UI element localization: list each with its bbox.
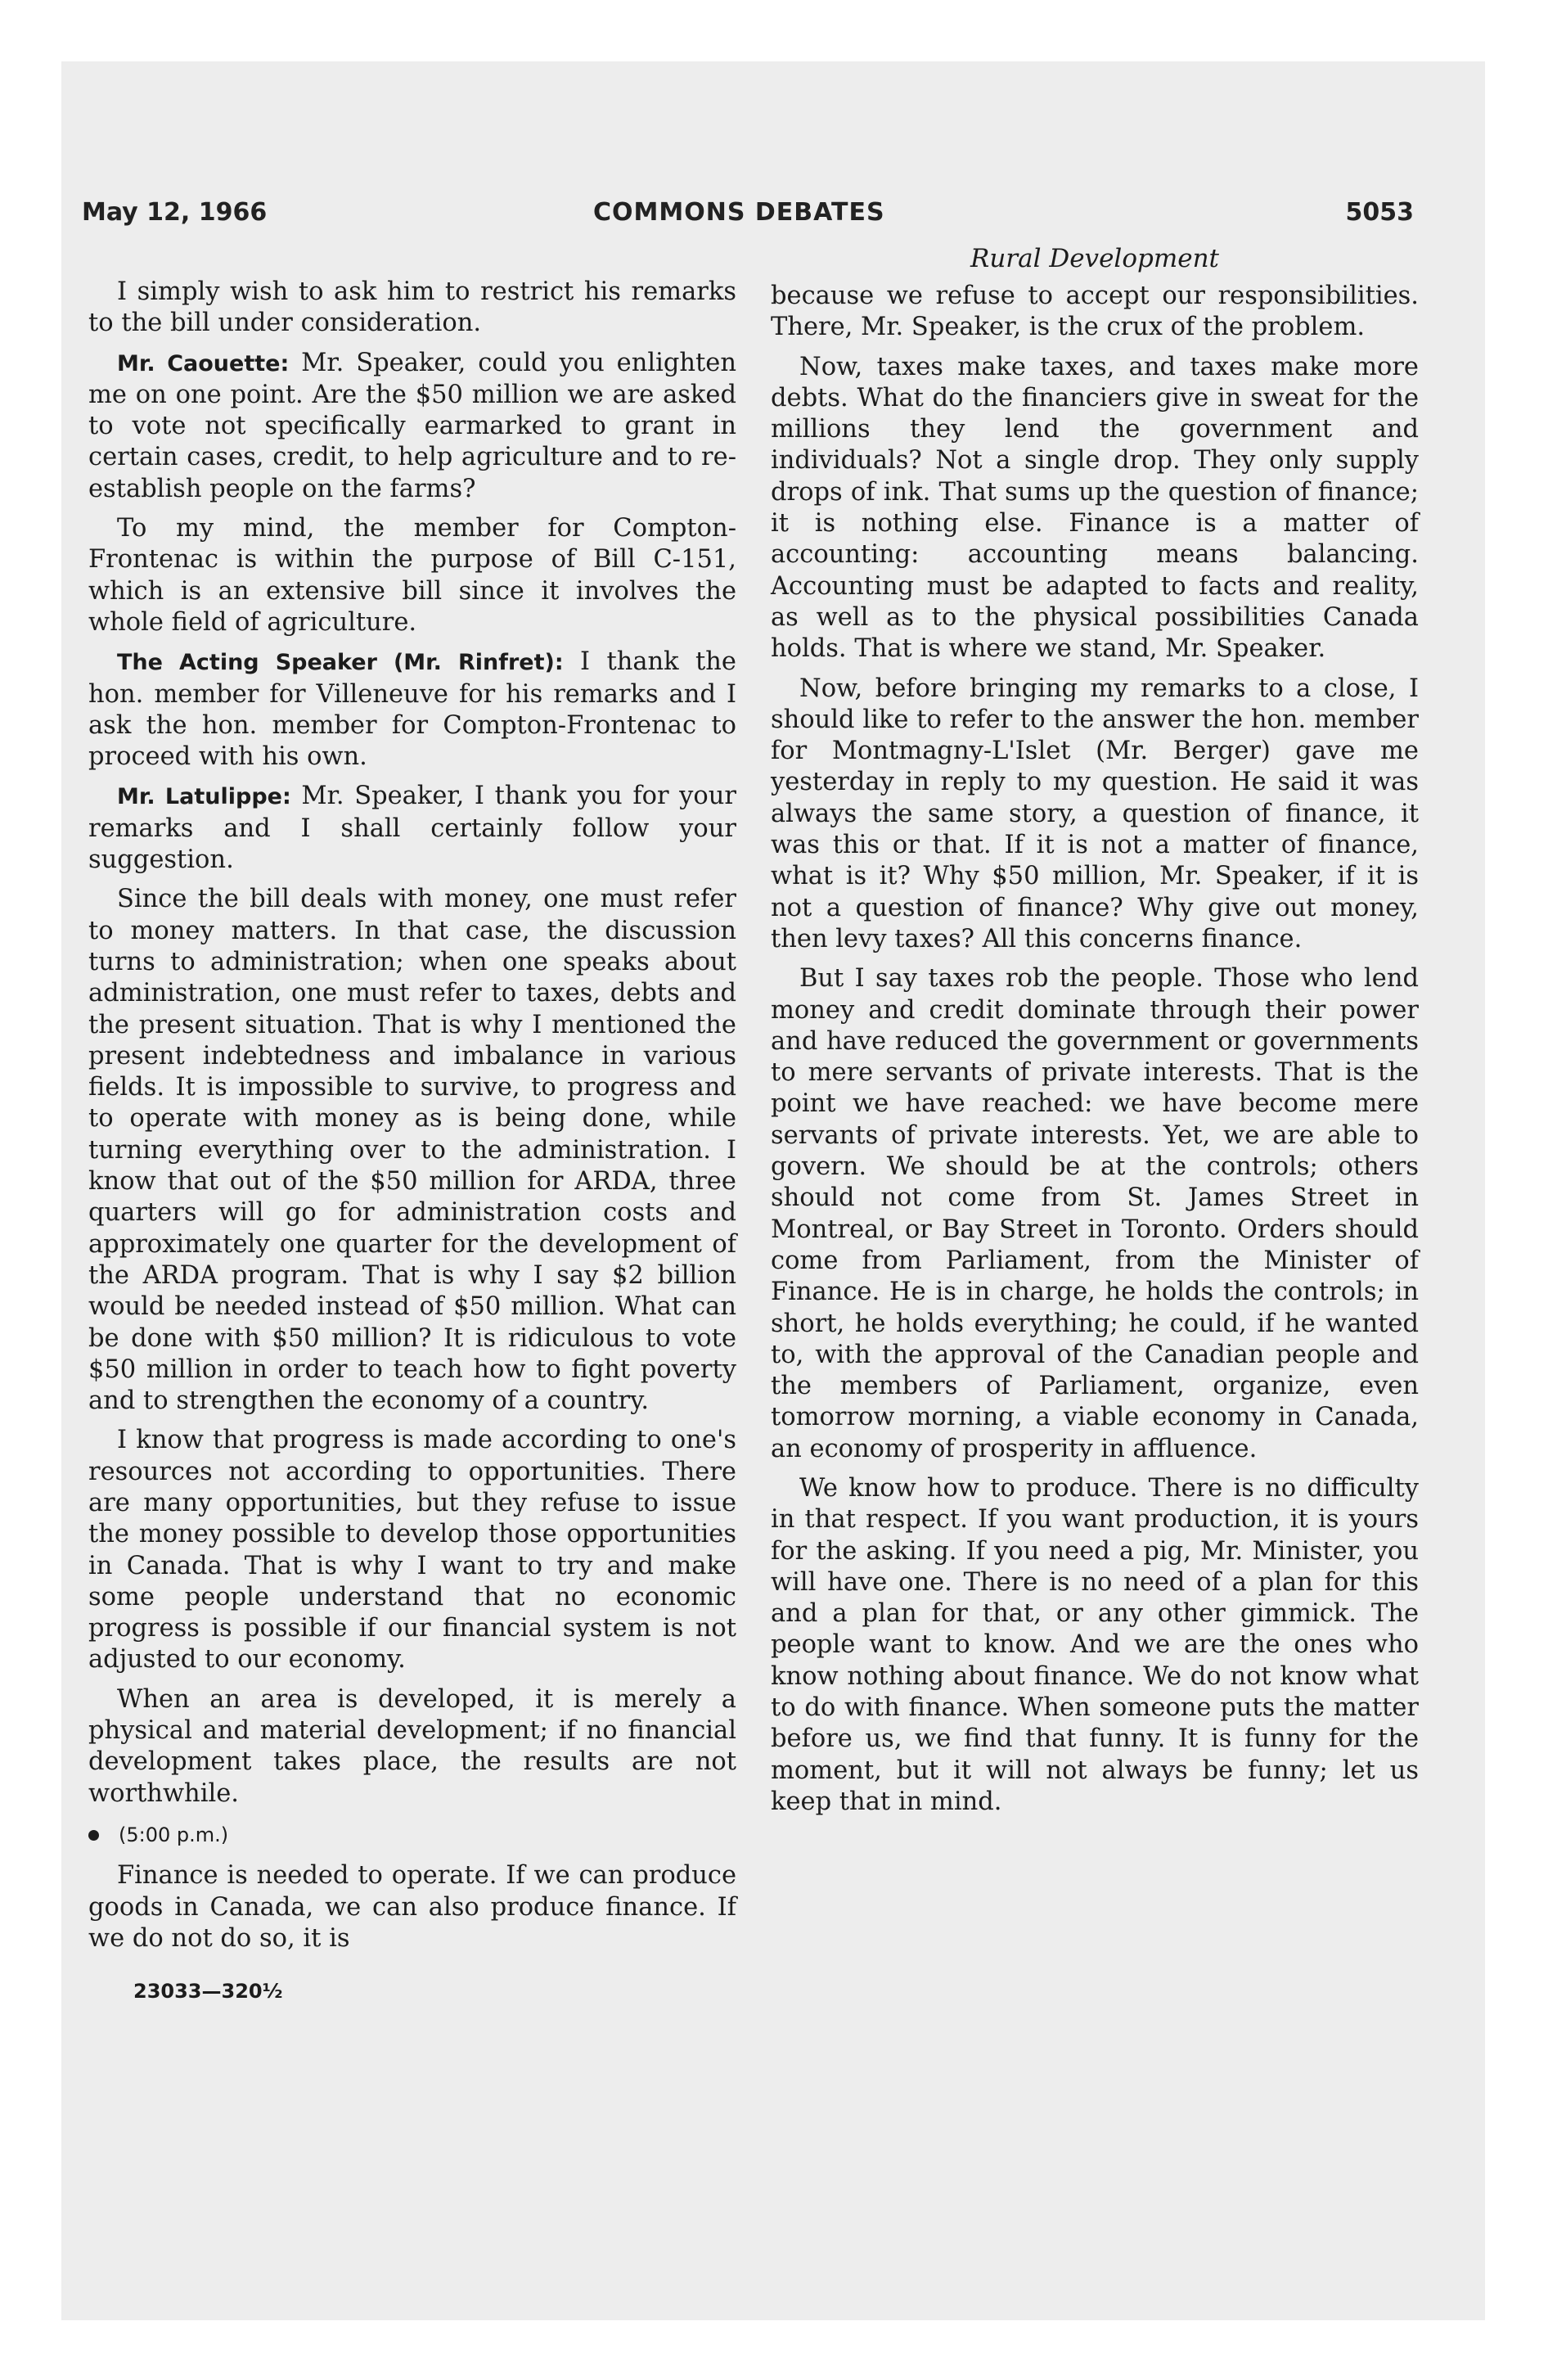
paragraph: To my mind, the member for Compton-Frontenac is within the purpose of Bill C-151, which is an extensive bill since it involves the whole field of agriculture. [88, 514, 736, 637]
speech-text: Mr. Speaker, could you enlighten me on one point. Are the $50 million we are asked to vote not specifically earmarked to grant in certain cases, credit, to help agriculture and to re-establish people on the farms? [88, 348, 737, 503]
speech-latulippe [88, 781, 736, 876]
speech-text: Mr. Speaker, I thank you for your remarks and I shall certainly follow your suggestion. [88, 782, 736, 875]
paragraph: Now, taxes make taxes, and taxes make more debts. What do the financiers give in sweat for the millions they lend the government and individuals? Not a single drop. They only supply drops of ink. That sums up the question of finance; it is nothing else. Finance is a matter of accounting: accounting means balancing. Accounting must be adapted to facts and reality, as well as to the physical possibilities Canada holds. That is where we stand, Mr. Speaker. [771, 352, 1419, 664]
right-column [771, 243, 1419, 1826]
left-column [88, 277, 736, 2015]
header-title: COMMONS DEBATES [593, 198, 885, 227]
paragraph: Now, before bringing my remarks to a close, I should like to refer to the answer the hon. member for Montmagny-L'Islet (Mr. Berger) gave me yesterday in reply to my question. He said it was always the same story, a question of finance, it was this or that. If it is not a matter of finance, what is it? Why $50 million, Mr. Speaker, if it is not a question of finance? Why give out money, then levy taxes? All this concerns finance. [771, 674, 1419, 953]
speaker-name: The Acting Speaker (Mr. Rinfret): [117, 650, 564, 676]
page-header [0, 198, 1548, 239]
speaker-name: Mr. Latulippe: [117, 784, 291, 810]
paragraph: When an area is developed, it is merely a physical and material development; if no financial development takes place, the results are not worthwhile. [88, 1684, 736, 1808]
bullet-icon [88, 1830, 99, 1841]
paragraph: I know that progress is made according to one's resources not according to opportunities. There are many opportunities, but they refuse to issue the money possible to develop those opportunities in Canada. That is why I want to try and make some people understand that no economic progress is possible if our financial system is not adjusted to our economy. [88, 1426, 736, 1675]
header-page-number: 5053 [1345, 198, 1414, 227]
footer-code: 23033—320½ [133, 1980, 283, 2004]
time-marker [88, 1819, 736, 1850]
paragraph: Since the bill deals with money, one must refer to money matters. In that case, the discussion turns to administration; when one speaks about administration, one must refer to taxes, debts and the present situation. That is why I mentioned the present indebtedness and imbalance in various fields. It is impossible to survive, to progress and to operate with money as is being done, while turning everything over to the administration. I know that out of the $50 million for ARDA, three quarters will go for administration costs and approximately one quarter for the development of the ARDA program. That is why I say $2 billion would be needed instead of $50 million. What can be done with $50 million? It is ridiculous to vote $50 million in order to teach how to fight poverty and to strengthen the economy of a country. [88, 885, 736, 1416]
paragraph: because we refuse to accept our responsibilities. There, Mr. Speaker, is the crux of the problem. [771, 282, 1419, 342]
speech-text: I thank the hon. member for Villeneuve for his remarks and I ask the hon. member for Compton-Frontenac to proceed with his own. [88, 647, 736, 772]
time-marker-text: (5:00 p.m.) [119, 1823, 229, 1846]
header-date: May 12, 1966 [82, 198, 268, 227]
section-title: Rural Development [970, 244, 1220, 273]
speech-acting-speaker [88, 647, 736, 773]
paragraph: Finance is needed to operate. If we can produce goods in Canada, we can also produce finance. If we do not do so, it is [88, 1861, 736, 1953]
speaker-name: Mr. Caouette: [117, 350, 290, 376]
paragraph: But I say taxes rob the people. Those who lend money and credit dominate through their power and have reduced the government or governments to mere servants of private interests. That is the point we have reached: we have become mere servants of private interests. Yet, we are able to govern. We should be at the controls; others should not come from St. James Street in Montreal, or Bay Street in Toronto. Orders should come from Parliament, from the Minister of Finance. He is in charge, he holds the controls; in short, he holds everything; he could, if he wanted to, with the approval of the Canadian people and the members of Parliament, organize, even tomorrow morning, a viable economy in Canada, an economy of prosperity in affluence. [771, 964, 1419, 1463]
paragraph: We know how to produce. There is no difficulty in that respect. If you want production, it is yours for the asking. If you need a pig, Mr. Minister, you will have one. There is no need of a plan for this and a plan for that, or any other gimmick. The people want to know. And we are the ones who know nothing about finance. We do not know what to do with finance. When someone puts the matter before us, we find that funny. It is funny for the moment, but it will not always be funny; let us keep that in mind. [771, 1473, 1419, 1816]
paragraph: I simply wish to ask him to restrict his remarks to the bill under consideration. [88, 277, 736, 338]
speech-caouette [88, 348, 736, 505]
